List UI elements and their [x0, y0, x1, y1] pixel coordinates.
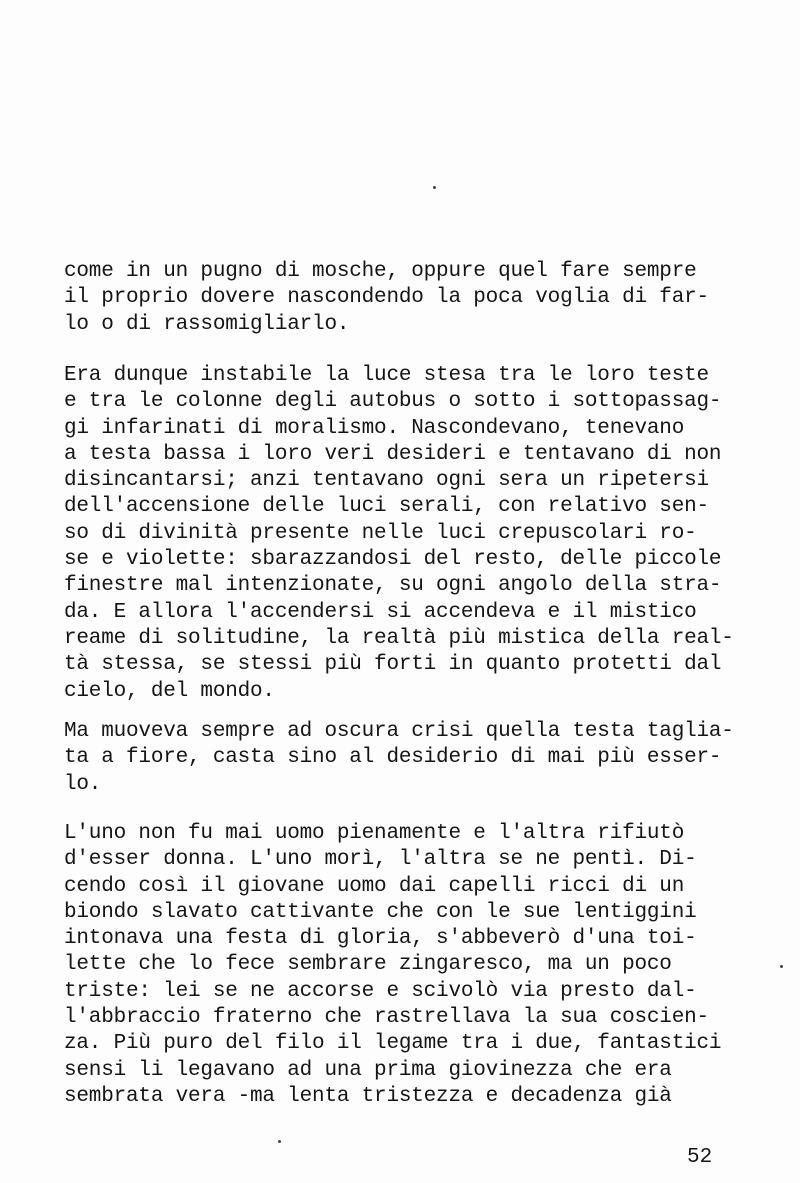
text-line: a testa bassa i loro veri desideri e tentavano di non [64, 442, 722, 466]
text-line: tà stessa, se stessi più forti in quanto protetti dal [64, 653, 722, 677]
text-line: sembrata vera -ma lenta tristezza e decadenza già [64, 1084, 672, 1108]
text-line: sensi li legavano ad una prima giovinezza che era [64, 1058, 672, 1082]
text-line: za. Più puro del filo il legame tra i due, fantastici [64, 1032, 722, 1056]
text-line: triste: lei se ne accorse e scivolò via presto dal- [64, 979, 697, 1003]
text-line: cendo così il giovane uomo dai capelli ricci di un [64, 874, 685, 898]
text-line: ta a fiore, casta sino al desiderio di mai più esser- [64, 746, 722, 770]
text-line: intonava una festa di gloria, s'abbeverò d'una toi- [64, 927, 697, 951]
text-line: so di divinità presente nelle luci crepuscolari ro- [64, 521, 697, 545]
paper-speck [433, 186, 436, 189]
paper-speck [278, 1140, 281, 1143]
text-line: da. E allora l'accendersi si accendeva e il mistico [64, 600, 697, 624]
paragraph [64, 821, 784, 1110]
text-line: biondo slavato cattivante che con le sue lentiggini [64, 900, 697, 924]
text-line: come in un pugno di mosche, oppure quel fare sempre [64, 260, 697, 283]
text-line: lo. [64, 772, 102, 796]
paper-speck [780, 965, 783, 968]
text-line: Era dunque instabile la luce stesa tra le loro teste [64, 364, 709, 387]
paragraph [64, 259, 784, 338]
text-line: dell'accensione delle luci serali, con relativo sen- [64, 495, 709, 519]
text-line: Ma muoveva sempre ad oscura crisi quella testa taglia- [64, 720, 734, 743]
text-line: e tra le colonne degli autobus o sotto i sottopassag- [64, 390, 722, 414]
text-line: disincantarsi; anzi tentavano ogni sera un ripetersi [64, 469, 709, 493]
page-number: 52 [687, 1146, 713, 1169]
text-line: se e violette: sbarazzandosi del resto, delle piccole [64, 548, 722, 572]
text-line: lo o di rassomigliarlo. [64, 312, 350, 336]
text-line: d'esser donna. L'uno morì, l'altra se ne pentì. Di- [64, 848, 697, 872]
text-line: lette che lo fece sembrare zingaresco, ma un poco [64, 953, 672, 977]
text-line: L'uno non fu mai uomo pienamente e l'altra rifiutò [64, 822, 685, 845]
text-line: cielo, del mondo. [64, 679, 275, 703]
text-line: il proprio dovere nascondendo la poca voglia di far- [64, 286, 709, 310]
paragraph [64, 719, 784, 798]
text-line: reame di solitudine, la realtà più mistica della real- [64, 626, 734, 650]
text-line: gi infarinati di moralismo. Nascondevano, tenevano [64, 416, 685, 440]
text-line: finestre mal intenzionate, su ogni angolo della stra- [64, 574, 722, 598]
text-line: l'abbraccio fraterno che rastrellava la sua coscien- [64, 1006, 709, 1030]
paragraph [64, 363, 784, 705]
